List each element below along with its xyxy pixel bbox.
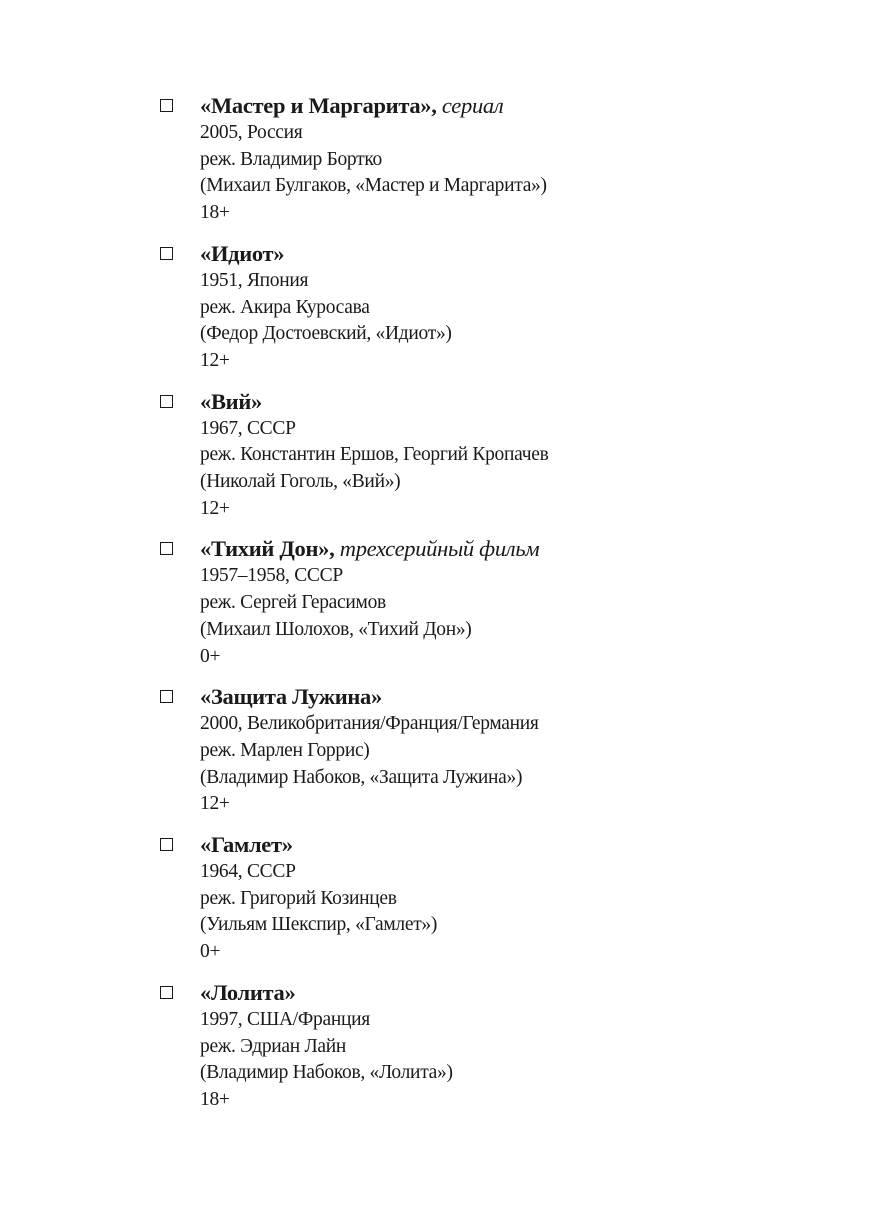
film-director: реж. Эдриан Лайн bbox=[200, 1035, 347, 1057]
checkbox[interactable] bbox=[160, 99, 173, 112]
film-title-line bbox=[200, 388, 840, 416]
film-director: реж. Владимир Бортко bbox=[200, 148, 382, 170]
checkbox[interactable] bbox=[160, 247, 173, 260]
film-title-line bbox=[200, 240, 840, 268]
film-entry bbox=[160, 683, 840, 818]
film-age-rating: 12+ bbox=[200, 349, 230, 371]
film-entry bbox=[160, 979, 840, 1114]
film-year-country: 1957–1958, СССР bbox=[200, 565, 343, 587]
film-title-line bbox=[200, 831, 840, 859]
film-source: (Михаил Шолохов, «Тихий Дон») bbox=[200, 618, 472, 640]
film-year-country: 1951, Япония bbox=[200, 269, 309, 291]
film-entry bbox=[160, 240, 840, 375]
title-separator: , bbox=[431, 93, 442, 118]
film-director: реж. Акира Куросава bbox=[200, 296, 370, 318]
film-age-rating: 12+ bbox=[200, 497, 230, 519]
film-director: реж. Константин Ершов, Георгий Кропачев bbox=[200, 444, 549, 466]
film-director: реж. Сергей Герасимов bbox=[200, 592, 386, 614]
checkbox[interactable] bbox=[160, 690, 173, 703]
film-director: реж. Марлен Горрис) bbox=[200, 739, 370, 761]
film-list bbox=[160, 92, 840, 1127]
film-note: сериал bbox=[441, 93, 504, 118]
film-year-country: 1964, СССР bbox=[200, 861, 296, 883]
film-year-country: 2005, Россия bbox=[200, 122, 303, 143]
film-title: «Вий» bbox=[200, 388, 262, 414]
film-age-rating: 0+ bbox=[200, 645, 221, 667]
film-title: «Лолита» bbox=[200, 979, 296, 1005]
film-year-country: 2000, Великобритания/Франция/Германия bbox=[200, 713, 539, 735]
film-age-rating: 18+ bbox=[200, 1088, 230, 1110]
film-title: «Тихий Дон» bbox=[200, 536, 330, 562]
checkbox[interactable] bbox=[160, 542, 173, 555]
film-source: (Владимир Набоков, «Защита Лужина») bbox=[200, 766, 523, 788]
film-title-line bbox=[200, 92, 840, 120]
film-age-rating: 18+ bbox=[200, 202, 230, 224]
film-age-rating: 12+ bbox=[200, 793, 230, 815]
film-title-line bbox=[200, 979, 840, 1007]
checkbox[interactable] bbox=[160, 395, 173, 408]
film-entry bbox=[160, 831, 840, 966]
film-entry bbox=[160, 92, 840, 227]
title-separator: , bbox=[329, 536, 340, 562]
film-source: (Михаил Булгаков, «Мастер и Маргарита») bbox=[200, 175, 547, 197]
film-title: «Гамлет» bbox=[200, 832, 293, 858]
film-title: «Идиот» bbox=[200, 240, 285, 266]
film-director: реж. Григорий Козинцев bbox=[200, 887, 397, 909]
film-entry bbox=[160, 535, 840, 670]
film-source: (Уильям Шекспир, «Гамлет») bbox=[200, 914, 438, 936]
film-source: (Николай Гоголь, «Вий») bbox=[200, 471, 401, 493]
film-title: «Защита Лужина» bbox=[200, 684, 382, 710]
film-age-rating: 0+ bbox=[200, 941, 221, 963]
film-title-line bbox=[200, 683, 840, 711]
film-note: трехсерийный фильм bbox=[339, 536, 540, 562]
film-year-country: 1997, США/Франция bbox=[200, 1008, 370, 1030]
checkbox[interactable] bbox=[160, 838, 173, 851]
film-entry bbox=[160, 388, 840, 523]
film-source: (Федор Достоевский, «Идиот») bbox=[200, 323, 452, 345]
film-source: (Владимир Набоков, «Лолита») bbox=[200, 1062, 453, 1084]
film-title: «Мастер и Маргарита» bbox=[200, 93, 432, 118]
film-title-line bbox=[200, 535, 840, 563]
film-year-country: 1967, СССР bbox=[200, 417, 296, 439]
checkbox[interactable] bbox=[160, 986, 173, 999]
